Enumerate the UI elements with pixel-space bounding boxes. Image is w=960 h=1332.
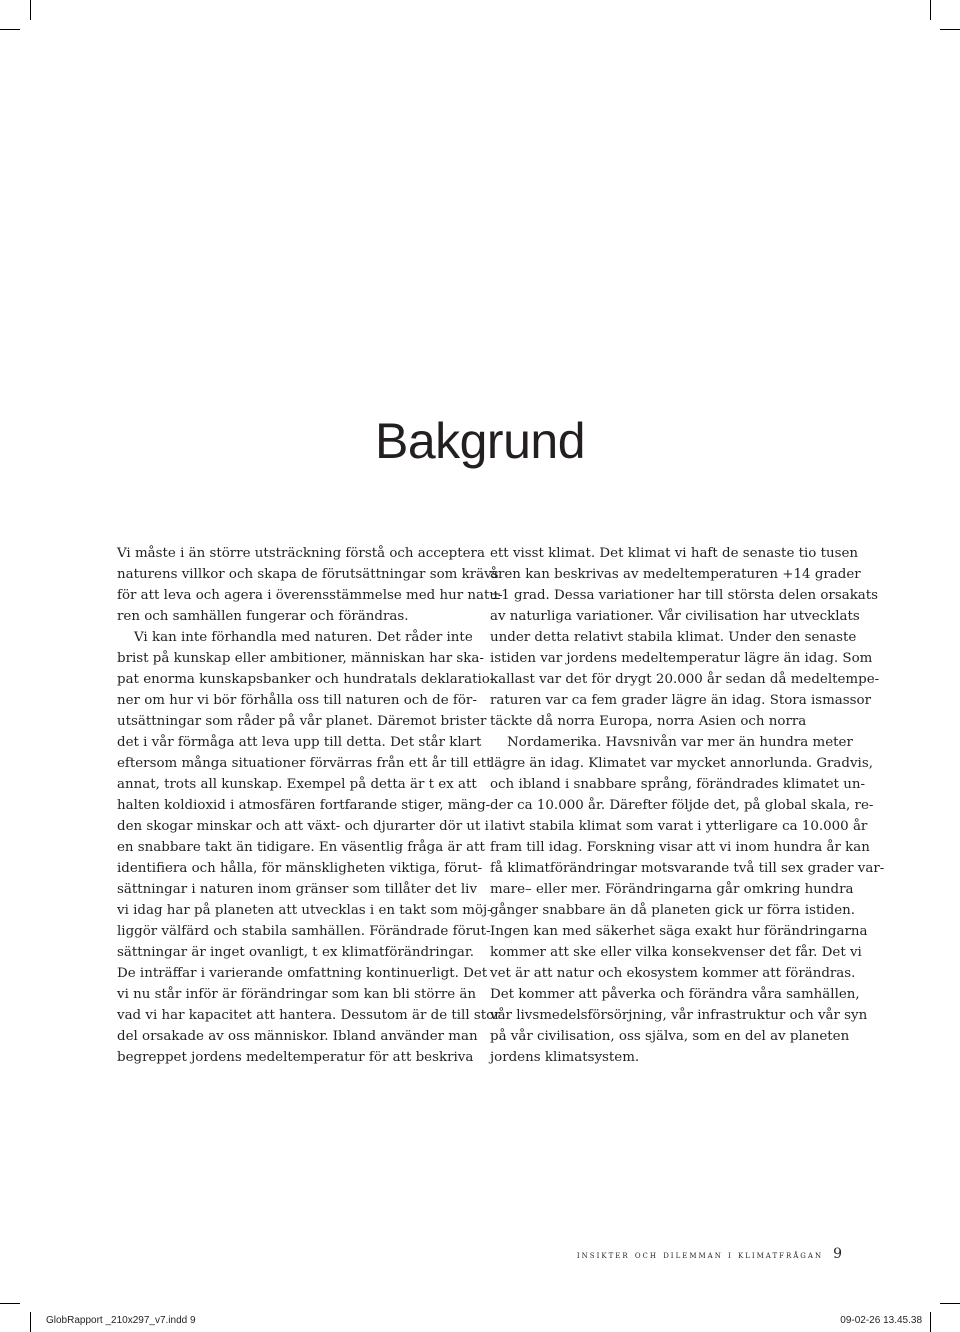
- crop-mark: [930, 1312, 931, 1332]
- crop-mark: [30, 0, 31, 20]
- text-line: Vi måste i än större utsträckning förstå och acceptera: [117, 546, 485, 561]
- text-line: täckte då norra Europa, norra Asien och norra: [490, 714, 807, 729]
- slug-filename: GlobRapport _210x297_v7.indd 9: [46, 1315, 196, 1326]
- text-line: Nordamerika. Havsnivån var mer än hundra meter: [507, 735, 853, 750]
- text-line: fram till idag. Forskning visar att vi inom hundra år kan: [490, 840, 870, 855]
- text-line: under detta relativt stabila klimat. Under den senaste: [490, 630, 857, 645]
- text-line: liggör välfärd och stabila samhällen. Förändrade förut-: [117, 924, 491, 939]
- text-line: vår livsmedelsförsörjning, vår infrastruktur och vår syn: [490, 1008, 868, 1023]
- text-line: Vi kan inte förhandla med naturen. Det råder inte: [134, 630, 473, 645]
- text-line: De inträffar i varierande omfattning kontinuerligt. Det: [117, 966, 488, 981]
- text-line: ±1 grad. Dessa variationer har till största delen orsakats: [490, 588, 879, 603]
- text-line: på vår civilisation, oss själva, som en del av planeten: [490, 1029, 850, 1044]
- left-column: [117, 543, 503, 1068]
- text-line: sättningar i naturen inom gränser som tillåter det liv: [117, 882, 478, 897]
- text-line: Ingen kan med säkerhet säga exakt hur förändringarna: [490, 924, 868, 939]
- crop-mark: [0, 29, 20, 30]
- text-line: halten koldioxid i atmosfären fortfarande stiger, mäng-: [117, 798, 491, 813]
- text-line: det i vår förmåga att leva upp till detta. Det står klart: [117, 735, 482, 750]
- text-line: brist på kunskap eller ambitioner, människan har ska-: [117, 651, 484, 666]
- text-line: vad vi har kapacitet att hantera. Dessutom är de till stor: [117, 1008, 501, 1023]
- running-footer: [577, 1246, 842, 1262]
- text-line: utsättningar som råder på vår planet. Däremot brister: [117, 714, 487, 729]
- text-line: raturen var ca fem grader lägre än idag. Stora ismassor: [490, 693, 871, 708]
- text-line: den skogar minskar och att växt- och djurarter dör ut i: [117, 819, 489, 834]
- text-line: istiden var jordens medeltemperatur lägre än idag. Som: [490, 651, 873, 666]
- running-title: insikter och dilemman i klimatfrågan: [576, 1250, 824, 1261]
- text-line: ett visst klimat. Det klimat vi haft de senaste tio tusen: [490, 546, 859, 561]
- text-line: lägre än idag. Klimatet var mycket annorlunda. Gradvis,: [490, 756, 873, 771]
- crop-mark: [0, 1303, 20, 1304]
- text-line: naturens villkor och skapa de förutsättningar som krävs: [117, 567, 499, 582]
- text-line: annat, trots all kunskap. Exempel på detta är t ex att: [117, 777, 477, 792]
- text-line: pat enorma kunskapsbanker och hundratals deklaratio-: [117, 672, 495, 687]
- text-line: ner om hur vi bör förhålla oss till naturen och de för-: [117, 693, 477, 708]
- text-line: åren kan beskrivas av medeltemperaturen +14 grader: [490, 567, 861, 582]
- text-line: en snabbare takt än tidigare. En väsentlig fråga är att: [117, 840, 485, 855]
- text-line: mare– eller mer. Förändringarna går omkring hundra: [490, 882, 854, 897]
- text-line: och ibland i snabbare språng, förändrades klimatet un-: [490, 777, 865, 792]
- text-line: vi idag har på planeten att utvecklas i en takt som möj-: [117, 903, 492, 918]
- text-line: vet är att natur och ekosystem kommer att förändras.: [490, 966, 856, 981]
- text-line: för att leva och agera i överensstämmelse med hur natu-: [117, 588, 503, 603]
- crop-mark: [940, 1303, 960, 1304]
- text-line: del orsakade av oss människor. Ibland använder man: [117, 1029, 478, 1044]
- text-line: vi nu står inför är förändringar som kan bli större än: [117, 987, 477, 1002]
- text-line: kommer att ske eller vilka konsekvenser det får. Det vi: [490, 945, 862, 960]
- text-line: gånger snabbare än då planeten gick ur förra istiden.: [490, 903, 856, 918]
- crop-mark: [930, 0, 931, 20]
- text-line: ren och samhällen fungerar och förändras.: [117, 609, 409, 624]
- slug-timestamp: 09-02-26 13.45.38: [840, 1315, 922, 1326]
- text-line: der ca 10.000 år. Därefter följde det, på global skala, re-: [490, 798, 874, 813]
- right-column: [490, 543, 885, 1068]
- crop-mark: [30, 1312, 31, 1332]
- text-line: begreppet jordens medeltemperatur för att beskriva: [117, 1050, 474, 1065]
- crop-mark: [940, 29, 960, 30]
- text-line: eftersom många situationer förvärras från ett år till ett: [117, 756, 492, 771]
- page-number: 9: [833, 1246, 842, 1262]
- page-title: Bakgrund: [374, 413, 586, 469]
- text-line: lativt stabila klimat som varat i ytterligare ca 10.000 år: [490, 819, 868, 834]
- text-line: jordens klimatsystem.: [490, 1050, 640, 1065]
- text-line: Det kommer att påverka och förändra våra samhällen,: [490, 987, 860, 1002]
- text-line: sättningar är inget ovanligt, t ex klimatförändringar.: [117, 945, 475, 960]
- text-line: kallast var det för drygt 20.000 år sedan då medeltempe-: [490, 672, 880, 687]
- text-line: identifiera och hålla, för mänskligheten viktiga, förut-: [117, 861, 483, 876]
- text-line: få klimatförändringar motsvarande två till sex grader var-: [490, 861, 885, 876]
- text-line: av naturliga variationer. Vår civilisation har utvecklats: [490, 609, 860, 624]
